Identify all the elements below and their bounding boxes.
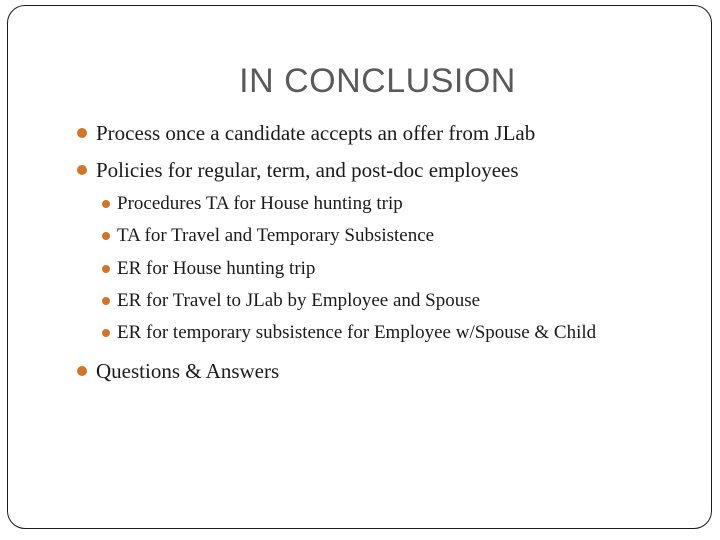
bullet-icon [102,329,110,337]
bullet-icon [102,265,110,273]
sub-bullet-text: ER for Travel to JLab by Employee and Spouse [117,290,481,311]
sub-bullet-item [117,289,480,313]
bullet-icon [102,200,110,208]
bullet-text: Process once a candidate accepts an offer from JLab [96,121,536,145]
sub-bullet-text: ER for House hunting trip [117,258,316,279]
sub-bullet-text: ER for temporary subsistence for Employee w/Spouse & Child [117,322,597,343]
slide-title: IN CONCLUSION [239,62,516,100]
bullet-icon [102,232,110,240]
sub-bullet-text: TA for Travel and Temporary Subsistence [117,225,435,246]
sub-bullet-item [117,192,403,216]
bullet-icon [102,297,110,305]
sub-bullet-text: Procedures TA for House hunting trip [117,193,403,214]
bullet-item [96,157,519,183]
sub-bullet-item [117,224,434,248]
bullet-icon [77,165,87,175]
sub-bullet-item [117,257,315,281]
bullet-item [96,120,535,146]
bullet-text: Questions & Answers [96,359,280,383]
bullet-icon [77,128,87,138]
bullet-item [96,358,279,384]
sub-bullet-item [117,321,596,345]
bullet-icon [77,366,87,376]
bullet-text: Policies for regular, term, and post-doc employees [96,158,519,182]
